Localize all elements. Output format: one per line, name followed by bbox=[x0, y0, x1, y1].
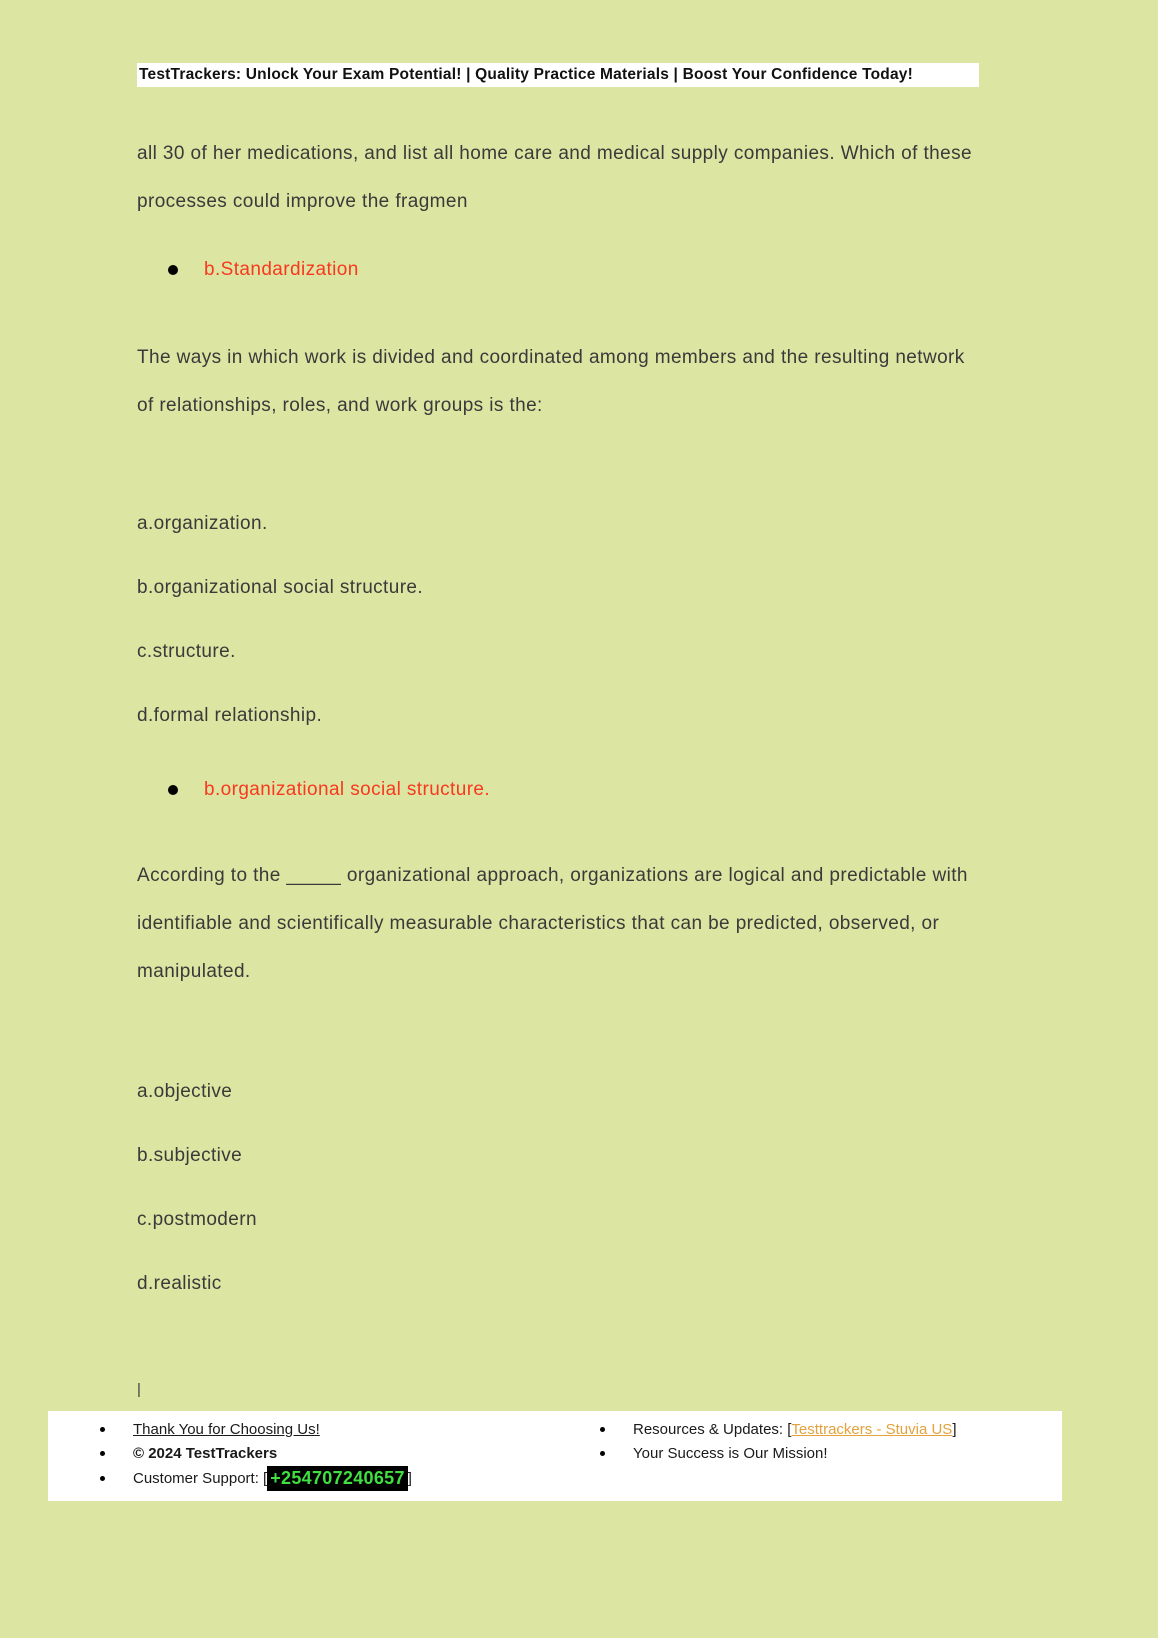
header-banner bbox=[137, 63, 979, 87]
resources-suffix: ] bbox=[952, 1421, 957, 1438]
bullet-icon bbox=[168, 785, 178, 795]
footer-copyright-row bbox=[48, 1442, 555, 1465]
footer-thanks-row bbox=[48, 1418, 555, 1441]
bullet-icon bbox=[168, 265, 178, 275]
thanks-link[interactable]: Thank You for Choosing Us! bbox=[133, 1421, 320, 1438]
footer-support-row bbox=[48, 1466, 555, 1491]
bullet-icon bbox=[100, 1476, 105, 1481]
option-c: c.structure. bbox=[137, 641, 236, 662]
stuvia-link[interactable]: Testtrackers - Stuvia US bbox=[791, 1421, 953, 1438]
document-content bbox=[137, 130, 982, 1400]
option-a: a.organization. bbox=[137, 513, 268, 534]
support-label: Customer Support: [ bbox=[133, 1470, 268, 1487]
question-3-options bbox=[137, 1078, 982, 1298]
option-a: a.objective bbox=[137, 1081, 233, 1102]
support-suffix: ] bbox=[407, 1470, 412, 1487]
support-phone-number: +254707240657 bbox=[267, 1466, 408, 1491]
copyright-text: © 2024 TestTrackers bbox=[133, 1445, 278, 1462]
bullet-icon bbox=[100, 1427, 105, 1432]
answer-1-row bbox=[137, 246, 982, 294]
bullet-icon bbox=[600, 1451, 605, 1456]
bullet-icon bbox=[600, 1427, 605, 1432]
question-2-text: The ways in which work is divided and coordinated among members and the resulting network of relationships, roles, and work groups is the: bbox=[137, 347, 965, 416]
resources-label: Resources & Updates: [ bbox=[633, 1421, 792, 1438]
footer-right-column bbox=[555, 1417, 1062, 1492]
question-3-text: According to the _____ organizational approach, organizations are logical and predictable with identifiable and scientifically measurable characteristics that can be predicted, observed, or manipulated. bbox=[137, 865, 968, 982]
mission-text: Your Success is Our Mission! bbox=[633, 1445, 828, 1462]
header-text: TestTrackers: Unlock Your Exam Potential! | Quality Practice Materials | Boost Your Confidence Today! bbox=[139, 66, 913, 83]
answer-2-text: b.organizational social structure. bbox=[204, 779, 491, 800]
answer-1-text: b.Standardization bbox=[204, 259, 359, 280]
option-d: d.formal relationship. bbox=[137, 705, 323, 726]
trailing-pipe: | bbox=[137, 1381, 142, 1398]
option-b: b.organizational social structure. bbox=[137, 577, 424, 598]
footer-columns bbox=[48, 1417, 1062, 1492]
option-d: d.realistic bbox=[137, 1273, 222, 1294]
option-b: b.subjective bbox=[137, 1145, 243, 1166]
option-c: c.postmodern bbox=[137, 1209, 257, 1230]
footer-left-column bbox=[48, 1417, 555, 1492]
footer-bar bbox=[48, 1411, 1062, 1501]
bullet-icon bbox=[100, 1451, 105, 1456]
answer-2-row bbox=[137, 766, 982, 814]
question-2-options bbox=[137, 510, 982, 730]
footer-mission-row bbox=[555, 1442, 1062, 1465]
footer-resources-row bbox=[555, 1418, 1062, 1441]
question-1-text: all 30 of her medications, and list all home care and medical supply companies. Which of these processes could improve the fragmen bbox=[137, 143, 972, 212]
